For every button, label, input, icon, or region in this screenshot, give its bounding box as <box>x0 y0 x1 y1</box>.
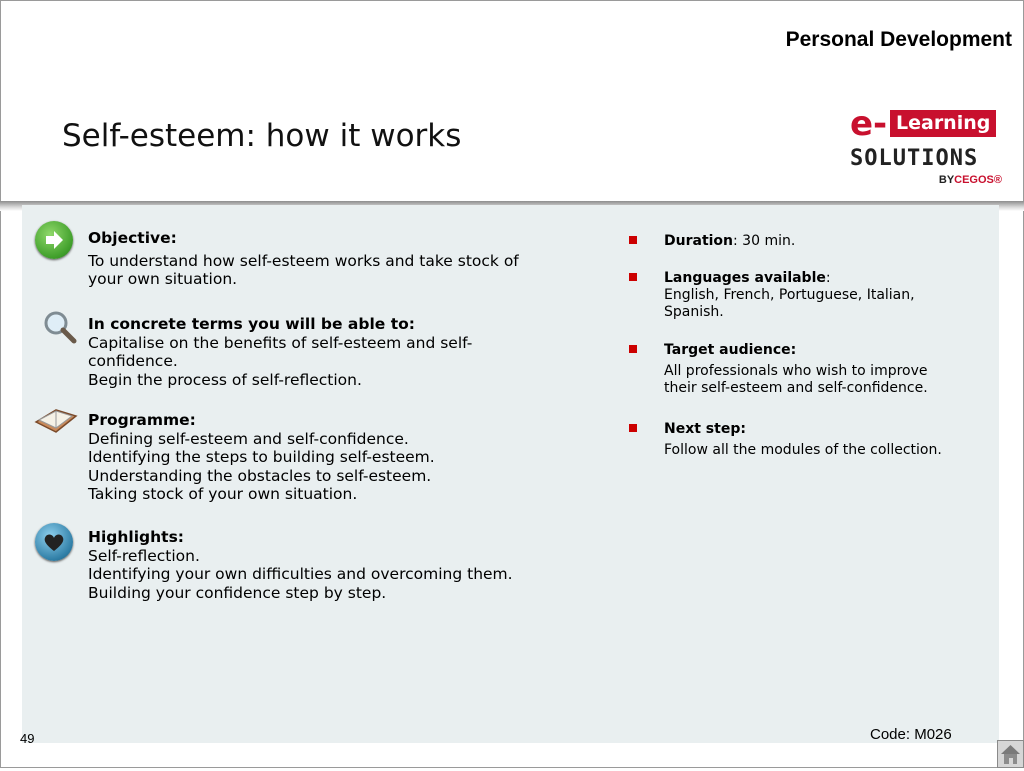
languages-item <box>629 270 989 321</box>
audience-line: their self-esteem and self-confidence. <box>664 380 928 396</box>
category-label: Personal Development <box>785 28 1012 51</box>
languages-colon: : <box>825 270 831 286</box>
next-step-item <box>629 421 989 459</box>
home-button[interactable] <box>997 740 1024 768</box>
page-number: 49 <box>20 731 35 746</box>
programme-line: Understanding the obstacles to self-esteem. <box>88 466 432 485</box>
logo-learning: Learning <box>890 110 996 137</box>
languages-line: Spanish. <box>664 304 724 320</box>
highlights-heading: Highlights: <box>88 528 185 546</box>
highlights-line: Self-reflection. <box>88 546 200 565</box>
logo-by: BY <box>938 174 955 186</box>
concrete-heading: In concrete terms you will be able to: <box>88 315 415 333</box>
book-icon <box>34 402 78 438</box>
concrete-line: Begin the process of self-reflection. <box>88 370 362 389</box>
programme-section <box>88 411 588 504</box>
magnifier-icon <box>42 310 80 348</box>
languages-line: English, French, Portuguese, Italian, <box>664 287 915 303</box>
bullet-square <box>629 273 637 281</box>
objective-heading: Objective: <box>88 229 177 247</box>
logo-byline <box>939 174 1002 186</box>
objective-line: To understand how self-esteem works and take stock of <box>88 251 519 270</box>
page-title: Self-esteem: how it works <box>62 118 462 154</box>
highlights-line: Building your confidence step by step. <box>88 583 387 602</box>
concrete-line: Capitalise on the benefits of self-esteem and self- <box>88 333 473 352</box>
concrete-line: confidence. <box>88 352 178 370</box>
programme-line: Defining self-esteem and self-confidence. <box>88 429 409 448</box>
next-step-line: Follow all the modules of the collection. <box>664 442 942 458</box>
duration-value: : 30 min. <box>733 233 796 249</box>
highlights-line: Identifying your own difficulties and overcoming them. <box>88 565 513 583</box>
programme-heading: Programme: <box>88 411 196 429</box>
objective-section <box>88 229 588 289</box>
programme-line: Taking stock of your own situation. <box>88 485 358 503</box>
module-code: Code: M026 <box>870 726 952 743</box>
audience-item <box>629 342 989 397</box>
concrete-section <box>88 315 588 389</box>
highlights-section <box>88 528 588 602</box>
logo-brand: CEGOS® <box>954 174 1002 186</box>
duration-label: Duration <box>664 233 734 249</box>
duration-item <box>629 233 989 250</box>
audience-label: Target audience: <box>664 342 797 358</box>
arrow-right-icon <box>35 221 73 259</box>
heart-icon <box>35 523 73 561</box>
bullet-square <box>629 345 637 353</box>
logo-solutions: SOLUTIONS <box>850 146 979 171</box>
bullet-square <box>629 236 637 244</box>
bullet-square <box>629 424 637 432</box>
objective-line: your own situation. <box>88 270 238 288</box>
home-icon <box>998 741 1023 767</box>
programme-line: Identifying the steps to building self-esteem. <box>88 448 435 466</box>
elearning-logo <box>848 106 1008 186</box>
logo-e: e- <box>850 104 888 144</box>
languages-label: Languages available <box>664 270 826 286</box>
audience-line: All professionals who wish to improve <box>664 363 928 379</box>
next-step-label: Next step: <box>664 421 746 437</box>
